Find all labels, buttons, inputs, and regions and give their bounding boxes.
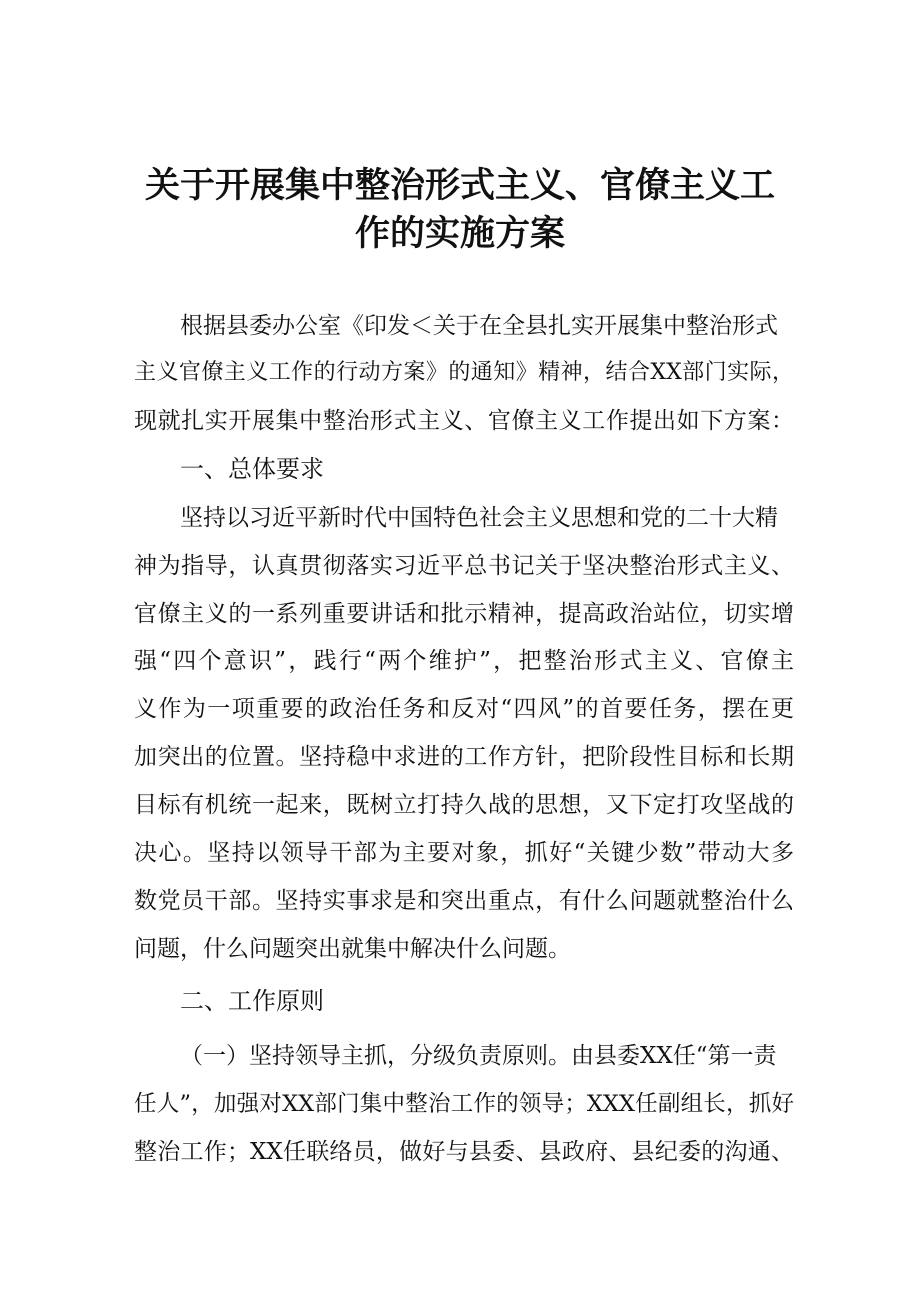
section1-line-4: 强“四个意识”，践行“两个维护”，把整治形式主义、官僚主 (134, 648, 794, 674)
section1-line-10: 问题，什么问题突出就集中解决什么问题。 (134, 936, 571, 962)
section1-line-2: 神为指导，认真贯彻落实习近平总书记关于坚决整治形式主义、 (134, 553, 794, 579)
section1-line-3: 官僚主义的一系列重要讲话和批示精神，提高政治站位，切实增 (134, 601, 794, 627)
section-heading-general-requirements: 一、总体要求 (180, 455, 324, 483)
document-title-line-2: 作的实施方案 (354, 214, 565, 254)
section1-line-6: 加突出的位置。坚持稳中求进的工作方针，把阶段性目标和长期 (134, 744, 794, 770)
section1-line-1: 坚持以习近平新时代中国特色社会主义思想和党的二十大精 (180, 505, 778, 531)
section1-line-9: 数党员干部。坚持实事求是和突出重点，有什么问题就整治什么 (134, 888, 794, 914)
section1-line-7: 目标有机统一起来，既树立打持久战的思想，又下定打攻坚战的 (134, 792, 794, 818)
section1-line-5: 义作为一项重要的政治任务和反对“四风”的首要任务，摆在更 (134, 696, 794, 722)
intro-line-1: 根据县委办公室《印发＜关于在全县扎实开展集中整治形式 (180, 313, 778, 339)
section1-line-8: 决心。坚持以领导干部为主要对象，抓好“关键少数”带动大多 (134, 840, 794, 866)
document-title-line-1: 关于开展集中整治形式主义、官僚主义工 (144, 166, 775, 206)
section2-line-1: （一）坚持领导主抓，分级负责原则。由县委XX任“第一责 (180, 1043, 777, 1069)
intro-line-2: 主义官僚主义工作的行动方案》的通知》精神，结合XX部门实际， (134, 360, 794, 385)
section2-line-2: 任人”，加强对XX部门集中整治工作的领导；XXX任副组长，抓好 (134, 1091, 794, 1117)
section2-line-3: 整治工作；XX任联络员，做好与县委、县政府、县纪委的沟通、 (134, 1139, 794, 1165)
intro-line-3: 现就扎实开展集中整治形式主义、官僚主义工作提出如下方案： (134, 408, 794, 434)
section-heading-working-principles: 二、工作原则 (180, 987, 324, 1015)
